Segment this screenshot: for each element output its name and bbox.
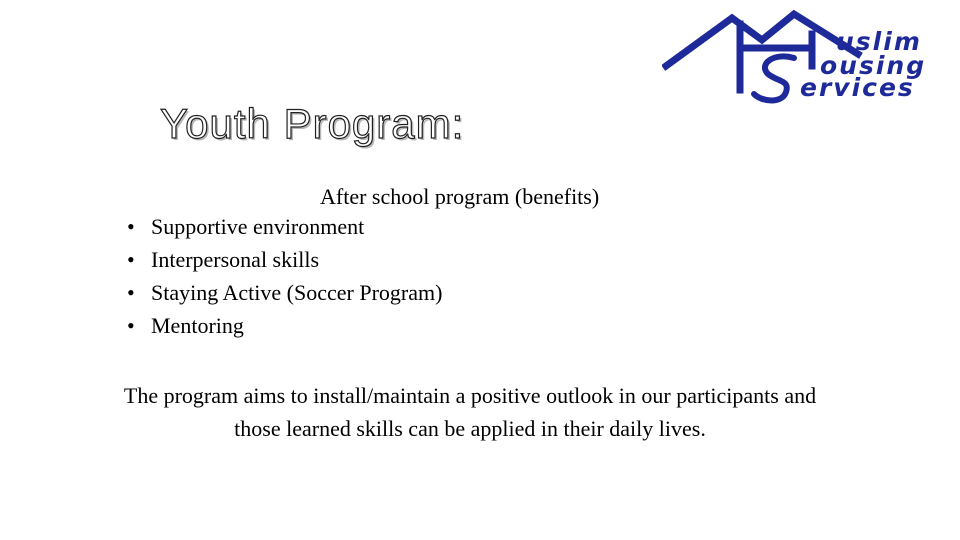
list-item-label: Interpersonal skills — [151, 247, 320, 272]
benefits-list — [127, 212, 442, 344]
bullet-icon: • — [127, 280, 135, 305]
logo-line-1: uslim — [836, 27, 922, 56]
logo-line-3: ervices — [800, 73, 915, 102]
list-item — [127, 311, 442, 344]
list-item-label: Staying Active (Soccer Program) — [151, 280, 443, 305]
summary-line-1: The program aims to install/maintain a positive outlook in our participants and — [123, 383, 817, 408]
bullet-icon: • — [127, 214, 135, 239]
list-item — [127, 278, 442, 311]
muslim-housing-services-logo — [662, 8, 956, 108]
summary-line-2: those learned skills can be applied in their daily lives. — [234, 416, 706, 441]
bullet-icon: • — [127, 313, 135, 338]
list-item — [127, 245, 442, 278]
summary-paragraph — [80, 379, 860, 445]
list-item-label: Mentoring — [151, 313, 244, 338]
intro-text: After school program (benefits) — [320, 184, 600, 209]
bullet-icon: • — [127, 247, 135, 272]
list-item-label: Supportive environment — [151, 214, 365, 239]
house-logo-icon — [662, 8, 956, 108]
list-item — [127, 212, 442, 245]
slide-title: Youth Program: — [160, 100, 465, 147]
logo-line-2: ousing — [820, 51, 927, 80]
